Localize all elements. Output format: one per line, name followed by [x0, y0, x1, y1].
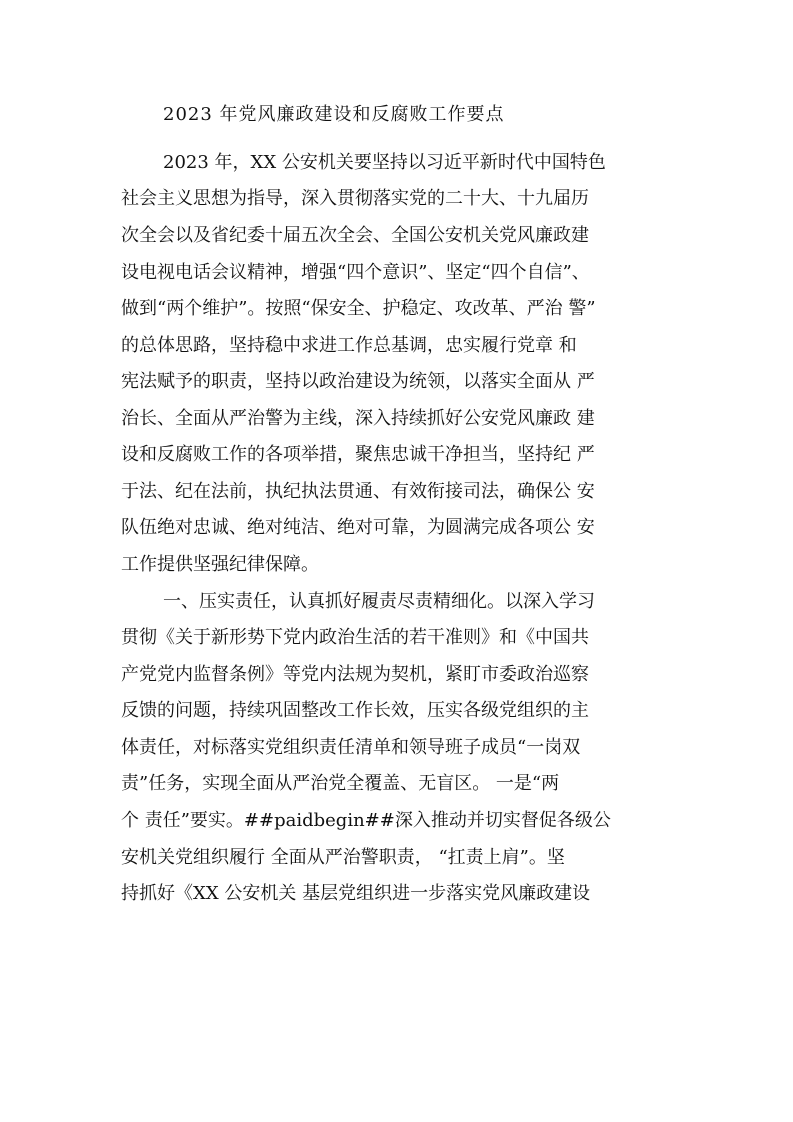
paragraph-2-line-7: 个 责任”要实。##paidbegin##深入推动并切实督促各级公 — [121, 810, 611, 831]
paragraph-1-line-8: 治长、全面从严治警为主线，深入持续抓好公安党风廉政 建 — [121, 408, 595, 429]
paragraph-1-line-7: 宪法赋予的职责，坚持以政治建设为统领，以落实全面从 严 — [121, 371, 595, 392]
paragraph-2-line-2: 贯彻《关于新形势下党内政治生活的若干准则》和《中国共 — [121, 627, 589, 648]
paragraph-1-line-2: 社会主义思想为指导，深入贯彻落实党的二十大、十九届历 — [121, 188, 589, 209]
paragraph-2-line-6: 责”任务，实现全面从严治党全覆盖、无盲区。 一是“两 — [121, 773, 560, 794]
paragraph-1-line-9: 设和反腐败工作的各项举措，聚焦忠诚干净担当，坚持纪 严 — [121, 444, 595, 465]
paragraph-2-line-5: 体责任，对标落实党组织责任清单和领导班子成员“一岗双 — [121, 737, 581, 758]
paragraph-2-line-9: 持抓好《XX 公安机关 基层党组织进一步落实党风廉政建设 — [121, 883, 591, 904]
paragraph-1-line-4: 设电视电话会议精神，增强“四个意识”、坚定“四个自信”、 — [121, 262, 590, 283]
paragraph-2-line-8: 安机关党组织履行 全面从严治警职责， “扛责上肩”。坚 — [121, 847, 565, 868]
paragraph-2-line-4: 反馈的问题，持续巩固整改工作长效，压实各级党组织的主 — [121, 700, 589, 721]
paragraph-1-line-11: 队伍绝对忠诚、绝对纯洁、绝对可靠，为圆满完成各项公 安 — [121, 517, 595, 538]
paragraph-1-line-3: 次全会以及省纪委十届五次全会、全国公安机关党风廉政建 — [121, 225, 589, 246]
document-title: 2023 年党风廉政建设和反腐败工作要点 — [163, 104, 505, 125]
paragraph-1-line-5: 做到“两个维护”。按照“保安全、护稳定、攻改革、严治 警” — [121, 298, 596, 319]
paragraph-1-line-12: 工作提供坚强纪律保障。 — [121, 554, 319, 575]
paragraph-2-line-1: 一、压实责任，认真抓好履责尽责精细化。以深入学习 — [163, 591, 595, 612]
paragraph-1-line-1: 2023 年，XX 公安机关要坚持以习近平新时代中国特色 — [163, 152, 606, 173]
paragraph-1-line-10: 于法、纪在法前，执纪执法贯通、有效衔接司法，确保公 安 — [121, 481, 595, 502]
paragraph-2-line-3: 产党党内监督条例》等党内法规为契机，紧盯市委政治巡察 — [121, 664, 589, 685]
paragraph-1-line-6: 的总体思路，坚持稳中求进工作总基调，忠实履行党章 和 — [121, 335, 577, 356]
